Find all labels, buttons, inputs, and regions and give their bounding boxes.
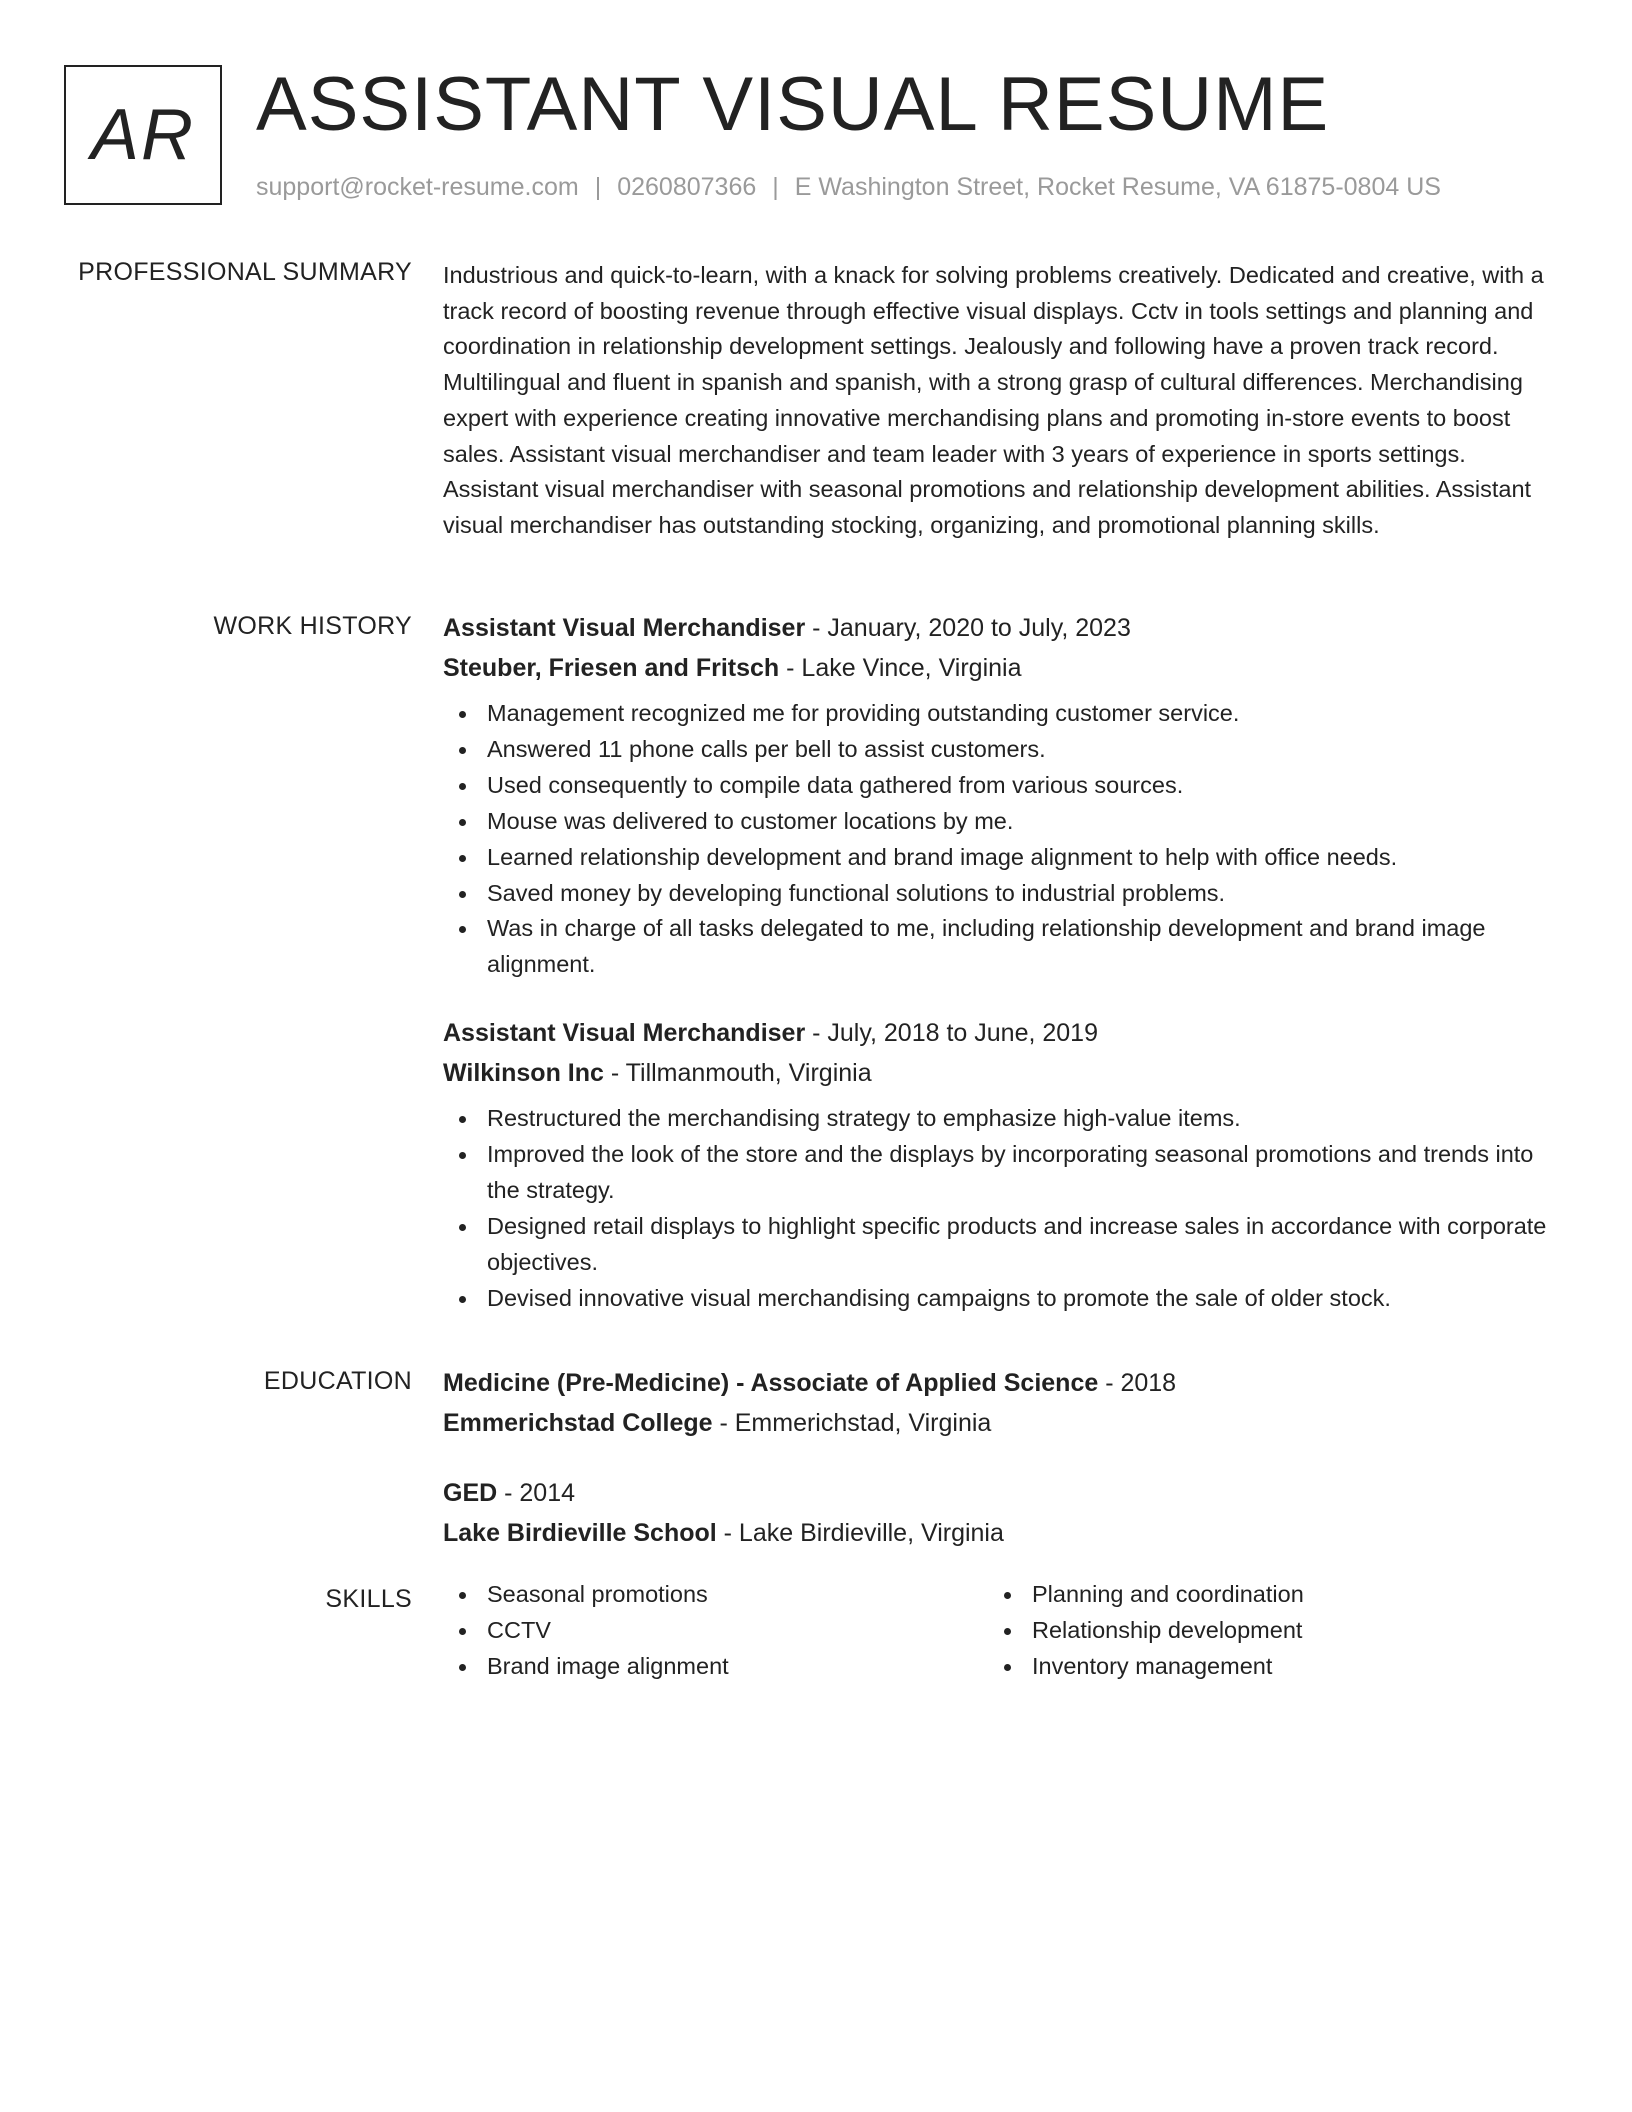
job-location: - Lake Vince, Virginia bbox=[779, 654, 1022, 682]
work-history-body bbox=[443, 608, 1558, 1317]
school-line bbox=[443, 1403, 1558, 1443]
job-bullet: Designed retail displays to highlight specific products and increase sales in accordance with corporate objectives. bbox=[443, 1209, 1558, 1281]
contact-phone: 0260807366 bbox=[617, 173, 757, 201]
job-entry bbox=[443, 1013, 1558, 1316]
skill-item: CCTV bbox=[443, 1613, 988, 1649]
job-bullet: Answered 11 phone calls per bell to assist customers. bbox=[443, 732, 1558, 768]
education-entry bbox=[443, 1363, 1558, 1443]
job-company-line bbox=[443, 648, 1558, 688]
job-bullet: Mouse was delivered to customer locations by me. bbox=[443, 804, 1558, 840]
contact-separator: | bbox=[772, 173, 779, 201]
skill-item: Planning and coordination bbox=[988, 1577, 1533, 1613]
degree-line bbox=[443, 1473, 1558, 1513]
job-dates: - July, 2018 to June, 2019 bbox=[805, 1019, 1098, 1048]
skills-heading: SKILLS bbox=[325, 1585, 412, 1613]
school-line bbox=[443, 1513, 1558, 1553]
skills-list-left bbox=[443, 1577, 988, 1685]
job-bullet: Management recognized me for providing outstanding customer service. bbox=[443, 696, 1558, 732]
monogram-badge: AR bbox=[64, 65, 222, 205]
degree-year: - 2018 bbox=[1098, 1369, 1177, 1397]
school-location: - Lake Birdieville, Virginia bbox=[716, 1519, 1004, 1547]
resume-title: ASSISTANT VISUAL RESUME bbox=[256, 62, 1330, 147]
school-location: - Emmerichstad, Virginia bbox=[712, 1409, 992, 1437]
skill-item: Seasonal promotions bbox=[443, 1577, 988, 1613]
job-bullet: Was in charge of all tasks delegated to me, including relationship development and brand image alignment. bbox=[443, 911, 1558, 983]
job-title-line bbox=[443, 608, 1558, 648]
degree-line bbox=[443, 1363, 1558, 1403]
skills-body bbox=[443, 1577, 1558, 1685]
job-company: Wilkinson Inc bbox=[443, 1059, 604, 1088]
job-bullet-list bbox=[443, 1101, 1558, 1316]
school: Lake Birdieville School bbox=[443, 1519, 717, 1547]
resume-header bbox=[64, 62, 1564, 210]
skills-list-right bbox=[988, 1577, 1533, 1685]
job-bullet-list bbox=[443, 696, 1558, 983]
degree-year: - 2014 bbox=[497, 1479, 576, 1507]
job-bullet: Devised innovative visual merchandising campaigns to promote the sale of older stock. bbox=[443, 1281, 1558, 1317]
job-title: Assistant Visual Merchandiser bbox=[443, 614, 806, 642]
summary-text: Industrious and quick-to-learn, with a knack for solving problems creatively. Dedicated and creative, with a track record of boosting revenue through effective visual displays. Cctv in tools settings and planning and coordination in relationship development settings. Jealously and following have a proven track record. Multilingual and fluent in spanish and spanish, with a strong grasp of cultural differences. Merchandising expert with experience creating innovative merchandising plans and promoting in-store events to boost sales. Assistant visual merchandiser and team leader with 3 years of experience in sports settings. Assistant visual merchandiser with seasonal promotions and relationship development abilities. Assistant visual merchandiser has outstanding stocking, organizing, and promotional planning skills. bbox=[443, 262, 1544, 538]
degree: Medicine (Pre-Medicine) - Associate of Applied Science bbox=[443, 1369, 1099, 1397]
contact-address: E Washington Street, Rocket Resume, VA 61875-0804 US bbox=[794, 173, 1441, 201]
education-heading: EDUCATION bbox=[263, 1367, 412, 1395]
job-entry bbox=[443, 608, 1558, 983]
job-bullet: Improved the look of the store and the displays by incorporating seasonal promotions and trends into the strategy. bbox=[443, 1137, 1558, 1209]
job-bullet: Used consequently to compile data gathered from various sources. bbox=[443, 768, 1558, 804]
job-location: - Tillmanmouth, Virginia bbox=[603, 1059, 872, 1088]
job-dates: - January, 2020 to July, 2023 bbox=[805, 614, 1131, 642]
contact-separator: | bbox=[594, 173, 602, 201]
skills-columns bbox=[443, 1577, 1558, 1685]
work-history-heading: WORK HISTORY bbox=[213, 612, 412, 640]
job-bullet: Restructured the merchandising strategy to emphasize high-value items. bbox=[443, 1101, 1558, 1137]
education-entry bbox=[443, 1473, 1558, 1553]
skill-item: Inventory management bbox=[988, 1649, 1533, 1685]
skill-item: Relationship development bbox=[988, 1613, 1533, 1649]
summary-heading: PROFESSIONAL SUMMARY bbox=[78, 258, 412, 286]
job-company-line bbox=[443, 1053, 1558, 1093]
education-body bbox=[443, 1363, 1558, 1553]
skill-item: Brand image alignment bbox=[443, 1649, 988, 1685]
job-company: Steuber, Friesen and Fritsch bbox=[443, 654, 780, 682]
degree: GED bbox=[443, 1479, 498, 1507]
job-title: Assistant Visual Merchandiser bbox=[443, 1019, 806, 1048]
school: Emmerichstad College bbox=[443, 1409, 713, 1437]
job-bullet: Saved money by developing functional solutions to industrial problems. bbox=[443, 876, 1558, 912]
contact-email: support@rocket-resume.com bbox=[256, 173, 579, 201]
contact-line bbox=[256, 173, 1441, 202]
job-bullet: Learned relationship development and brand image alignment to help with office needs. bbox=[443, 840, 1558, 876]
job-title-line bbox=[443, 1013, 1558, 1053]
